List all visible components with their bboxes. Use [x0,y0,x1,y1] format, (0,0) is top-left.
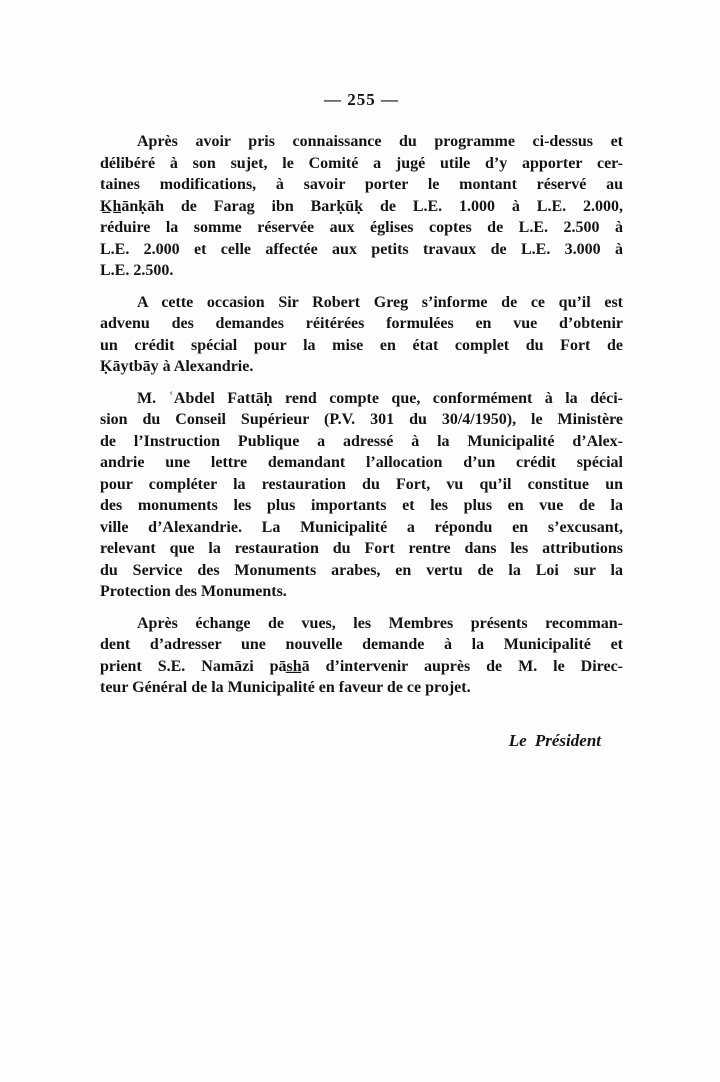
text-line: ville d’Alexandrie. La Municipalité a répondu en s’excusant, [100,518,623,536]
paragraph [100,388,623,603]
text-line: un crédit spécial pour la mise en état complet du Fort de [100,336,623,354]
text-line: teur Général de la Municipalité en faveur de ce projet. [100,679,471,696]
text-line: M. ʿAbdel Fattāḥ rend compte que, conformément à la déci- [137,389,623,407]
text-line: pour compléter la restauration du Fort, vu qu’il constitue un [100,475,623,493]
text-line: réduire la somme réservée aux églises coptes de L.E. 2.500 à [100,219,623,236]
paragraph [100,131,623,282]
text-line: andrie une lettre demandant l’allocation d’un crédit spécial [100,454,623,471]
text-line: L.E. 2.500. [100,262,174,279]
text-line: L.E. 2.000 et celle affectée aux petits travaux de L.E. 3.000 à [100,240,623,258]
text-line: A cette occasion Sir Robert Greg s’informe de ce qu’il est [137,293,623,311]
text-line: relevant que la restauration du Fort rentre dans les attributions [100,540,623,557]
paragraph [100,292,623,378]
text-line: Après échange de vues, les Membres présents recomman- [137,614,623,632]
text-line: Après avoir pris connaissance du programme ci-dessus et [137,133,623,150]
text-line: taines modifications, à savoir porter le montant réservé au [100,176,623,193]
page-number-header: — 255 — [324,90,399,109]
text-line: délibéré à son sujet, le Comité a jugé utile d’y apporter cer- [100,154,623,172]
text-line: K̲h̲ānḳāh de Farag ibn Barḳūḳ de L.E. 1.000 à L.E. 2.000, [100,197,623,215]
text-line: sion du Conseil Supérieur (P.V. 301 du 30/4/1950), le Ministère [100,411,623,428]
text-line: Ḳāytbāy à Alexandrie. [100,358,254,375]
text-line: des monuments les plus importants et les plus en vue de la [100,497,623,514]
paragraph [100,613,623,699]
document-body [100,131,623,709]
text-line: dent d’adresser une nouvelle demande à la Municipalité et [100,636,623,653]
text-line: de l’Instruction Publique a adressé à la Municipalité d’Alex- [100,432,623,450]
signature-line: Le Président [508,731,601,750]
text-line: Protection des Monuments. [100,583,287,600]
text-line: prient S.E. Namāzi pās̲h̲ā d’intervenir auprès de M. le Direc- [100,657,623,675]
text-line: advenu des demandes réitérées formulées en vue d’obtenir [100,315,623,332]
text-line: du Service des Monuments arabes, en vertu de la Loi sur la [100,561,623,579]
